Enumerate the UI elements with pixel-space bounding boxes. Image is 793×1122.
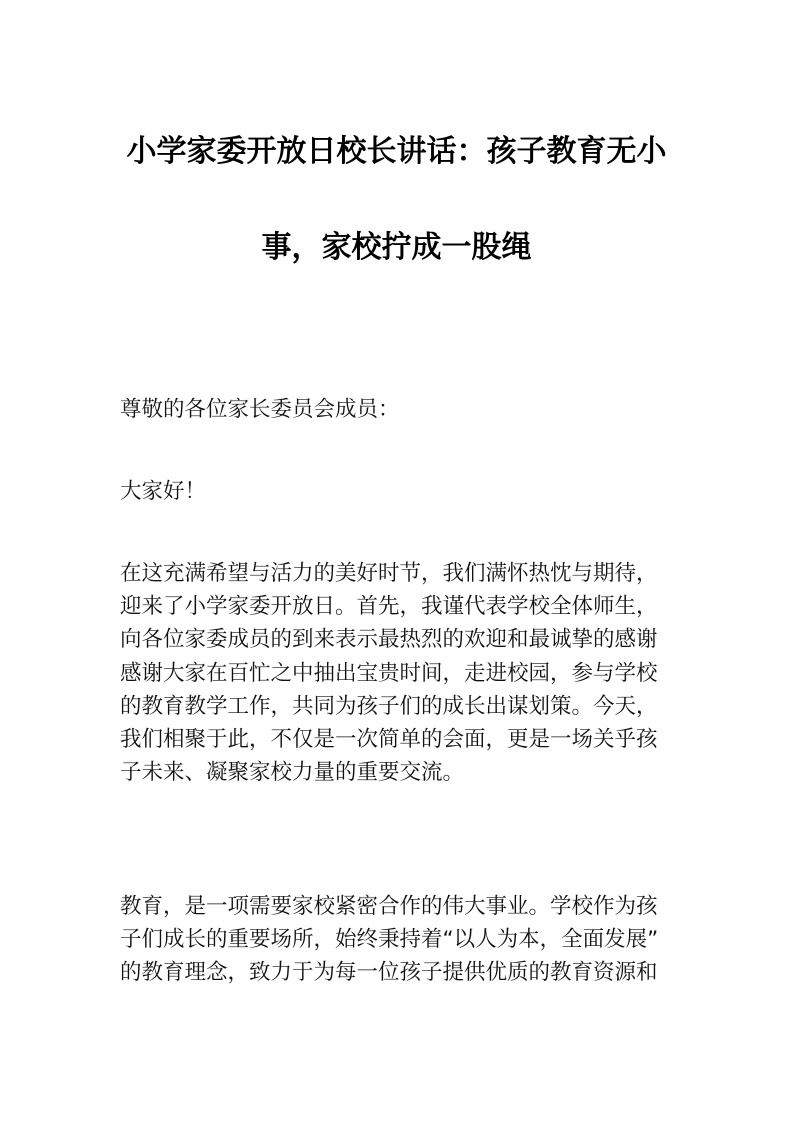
- paragraph-line: 向各位家委成员的到来表示最热烈的欢迎和最诚挚的感谢: [120, 627, 658, 653]
- paragraph-2: [120, 890, 680, 990]
- paragraph-line: 的教育教学工作，共同为孩子们的成长出谋划策。今天，: [120, 693, 658, 719]
- paragraph-line: 迎来了小学家委开放日。首先，我谨代表学校全体师生，: [120, 594, 658, 620]
- paragraph-line: 我们相聚于此，不仅是一次简单的会面，更是一场关乎孩: [120, 726, 658, 752]
- document-title-line-1: 小学家委开放日校长讲话：孩子教育无小: [126, 134, 667, 169]
- paragraph-line: 感谢大家在百忙之中抽出宝贵时间，走进校园，参与学校: [120, 660, 658, 686]
- paragraph-line: 的教育理念，致力于为每一位孩子提供优质的教育资源和: [120, 960, 658, 986]
- paragraph-line: 子未来、凝聚家校力量的重要交流。: [120, 760, 465, 786]
- salutation: 尊敬的各位家长委员会成员：: [120, 397, 400, 422]
- paragraph-line: 子们成长的重要场所，始终秉持着“以人为本，全面发展”: [120, 927, 659, 953]
- greeting: 大家好！: [120, 479, 207, 504]
- paragraph-line: 在这充满希望与活力的美好时节，我们满怀热忱与期待，: [120, 561, 658, 586]
- paragraph-line: 教育，是一项需要家校紧密合作的伟大事业。学校作为孩: [120, 894, 658, 919]
- paragraph-1: [120, 557, 680, 789]
- document-title-line-2: 事，家校拧成一股绳: [261, 230, 532, 265]
